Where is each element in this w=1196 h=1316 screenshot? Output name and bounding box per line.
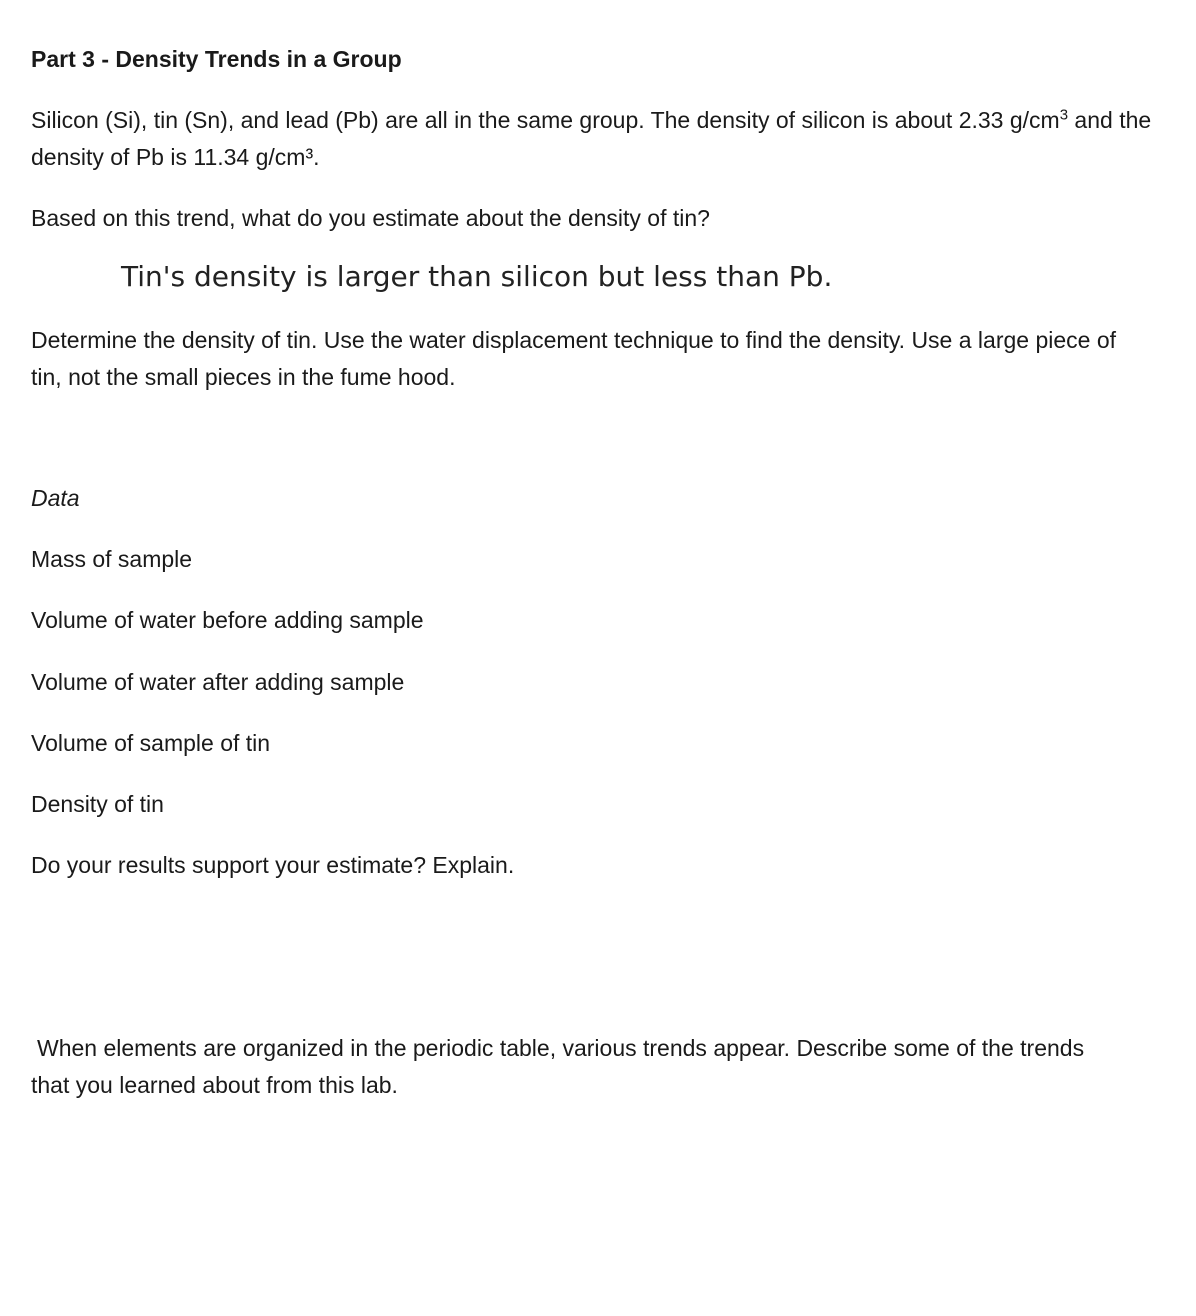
- data-item-density: Density of tin: [31, 791, 164, 817]
- intro-text-end: and the density of Pb is 11.34 g/cm³.: [31, 107, 1152, 170]
- closing-line-1: When elements are organized in the periodic table, various trends appear. Describe some of the trends: [37, 1035, 1085, 1061]
- data-item-mass: Mass of sample: [31, 546, 193, 572]
- section-heading: Part 3 - Density Trends in a Group: [31, 46, 402, 72]
- data-item-volume-before: Volume of water before adding sample: [31, 607, 424, 633]
- data-item-volume-sample: Volume of sample of tin: [31, 730, 271, 756]
- estimate-question: Based on this trend, what do you estimate about the density of tin?: [31, 205, 710, 231]
- intro-text: Silicon (Si), tin (Sn), and lead (Pb) are all in the same group. The density of silicon is about 2.33 g/cm: [31, 107, 1060, 133]
- superscript-3: 3: [1059, 106, 1069, 124]
- data-item-results-question: Do your results support your estimate? Explain.: [31, 852, 515, 878]
- instructions-paragraph: Determine the density of tin. Use the water displacement technique to find the density. Use a large piece of tin, not the small pieces in the fume hood.: [31, 327, 1117, 390]
- data-section-label: Data: [31, 485, 80, 511]
- closing-line-2: that you learned about from this lab.: [31, 1072, 398, 1098]
- intro-paragraph: [31, 102, 1171, 176]
- estimate-answer: Tin's density is larger than silicon but less than Pb.: [121, 260, 833, 293]
- data-item-volume-after: Volume of water after adding sample: [31, 669, 405, 695]
- closing-paragraph: [31, 1030, 1161, 1104]
